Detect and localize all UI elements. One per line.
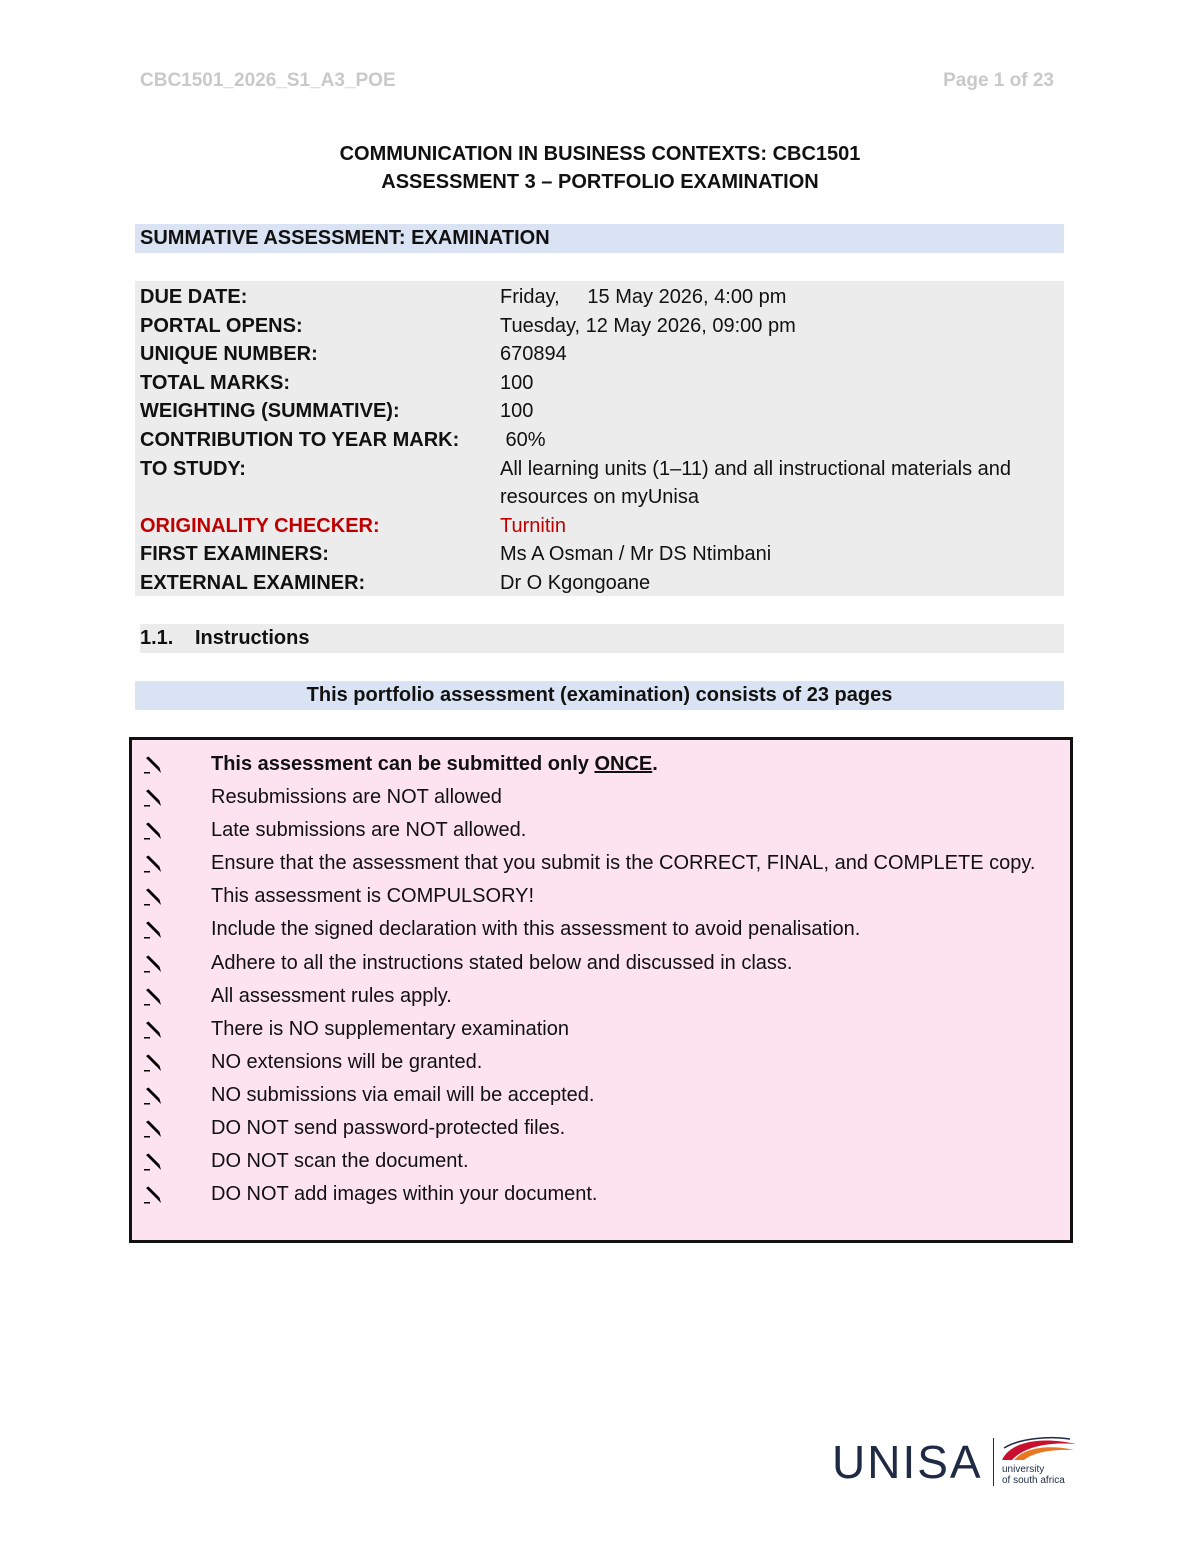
title-line-2: ASSESSMENT 3 – PORTFOLIO EXAMINATION xyxy=(381,171,819,193)
pencil-icon xyxy=(142,1081,211,1111)
detail-row xyxy=(140,569,1054,598)
detail-value: Ms A Osman / Mr DS Ntimbani xyxy=(500,543,772,566)
rule-text: DO NOT add images within your document. xyxy=(211,1183,598,1206)
logo-sub-line-1: university xyxy=(1002,1464,1045,1475)
detail-label: ORIGINALITY CHECKER: xyxy=(140,514,380,537)
assessment-details xyxy=(135,281,1064,596)
detail-value: Friday, 15 May 2026, 4:00 pm xyxy=(500,286,787,308)
rule-text: Include the signed declaration with this assessment to avoid penalisation. xyxy=(211,918,861,941)
detail-label: UNIQUE NUMBER: xyxy=(140,343,318,366)
rule-item xyxy=(142,1015,1050,1045)
rules-box xyxy=(129,737,1073,1243)
header-page-number: Page 1 of 23 xyxy=(943,70,1054,91)
instructions-heading xyxy=(140,624,1064,653)
detail-label: PORTAL OPENS: xyxy=(140,314,303,337)
detail-label: DUE DATE: xyxy=(140,286,248,308)
rule-text: This assessment can be submitted only xyxy=(211,753,595,775)
rule-item xyxy=(142,783,1050,813)
detail-label: CONTRIBUTION TO YEAR MARK: xyxy=(140,428,460,451)
detail-value: Tuesday, 12 May 2026, 09:00 pm xyxy=(500,314,796,337)
rule-item xyxy=(142,816,1050,846)
pencil-icon xyxy=(142,783,211,813)
rule-text: Adhere to all the instructions stated below and discussed in class. xyxy=(211,951,793,974)
rule-text: NO submissions via email will be accepted. xyxy=(211,1083,595,1106)
rule-text: Late submissions are NOT allowed. xyxy=(211,819,527,842)
document-title xyxy=(0,140,1200,196)
rule-item xyxy=(142,882,1050,912)
detail-label: EXTERNAL EXAMINER: xyxy=(140,571,366,594)
rule-text: NO extensions will be granted. xyxy=(211,1050,483,1073)
pencil-icon xyxy=(142,1180,211,1210)
detail-row-originality xyxy=(140,512,1054,541)
logo-flame-icon xyxy=(1000,1436,1078,1462)
rule-item xyxy=(142,915,1050,945)
logo-subtitle xyxy=(1002,1464,1065,1486)
rule-item xyxy=(142,982,1050,1012)
detail-row xyxy=(140,283,1054,312)
rule-text: All assessment rules apply. xyxy=(211,984,452,1007)
pencil-icon xyxy=(142,750,211,780)
rule-text: DO NOT scan the document. xyxy=(211,1150,469,1173)
pencil-icon xyxy=(142,982,211,1012)
detail-row xyxy=(140,369,1054,398)
rule-item xyxy=(142,1180,1050,1210)
pencil-icon xyxy=(142,1015,211,1045)
pencil-icon xyxy=(142,816,211,846)
section-bar-summative: SUMMATIVE ASSESSMENT: EXAMINATION xyxy=(135,224,1064,253)
detail-row xyxy=(140,540,1054,569)
pencil-icon xyxy=(142,1114,211,1144)
rule-item xyxy=(142,1114,1050,1144)
logo-sub-line-2: of south africa xyxy=(1002,1475,1065,1486)
unisa-logo xyxy=(832,1432,1082,1492)
rule-item-once xyxy=(142,750,1050,780)
rule-text: There is NO supplementary examination xyxy=(211,1017,569,1040)
rule-suffix: . xyxy=(652,753,658,775)
detail-row xyxy=(140,455,1054,512)
detail-row xyxy=(140,426,1054,455)
detail-label: FIRST EXAMINERS: xyxy=(140,543,329,566)
detail-row xyxy=(140,340,1054,369)
detail-value: 60% xyxy=(500,428,546,451)
rule-item xyxy=(142,949,1050,979)
rule-text: DO NOT send password-protected files. xyxy=(211,1117,566,1140)
pencil-icon xyxy=(142,882,211,912)
detail-value: Dr O Kgongoane xyxy=(500,571,651,594)
pencil-icon xyxy=(142,1147,211,1177)
rule-emphasis: ONCE xyxy=(594,753,653,775)
detail-label: WEIGHTING (SUMMATIVE): xyxy=(140,400,400,423)
rule-item xyxy=(142,1147,1050,1177)
rule-item xyxy=(142,849,1050,879)
detail-label: TOTAL MARKS: xyxy=(140,371,290,394)
detail-value: All learning units (1–11) and all instructional materials and resources on myUnisa xyxy=(500,457,1012,509)
rule-text: This assessment is COMPULSORY! xyxy=(211,885,535,908)
rule-text: Ensure that the assessment that you submit is the CORRECT, FINAL, and COMPLETE copy. xyxy=(211,852,1036,875)
detail-value: 670894 xyxy=(500,343,567,366)
detail-row xyxy=(140,397,1054,426)
title-line-1: COMMUNICATION IN BUSINESS CONTEXTS: CBC1501 xyxy=(339,143,861,165)
detail-row xyxy=(140,312,1054,341)
detail-value: 100 xyxy=(500,400,534,423)
detail-value: 100 xyxy=(500,371,534,394)
pencil-icon xyxy=(142,949,211,979)
rule-item xyxy=(142,1048,1050,1078)
logo-wordmark: UNISA xyxy=(832,1436,983,1488)
rule-text: Resubmissions are NOT allowed xyxy=(211,786,502,809)
pages-note-bar: This portfolio assessment (examination) consists of 23 pages xyxy=(135,681,1064,710)
header-doc-code: CBC1501_2026_S1_A3_POE xyxy=(140,70,396,91)
section-title: Instructions xyxy=(195,627,310,649)
rule-item xyxy=(142,1081,1050,1111)
detail-value: Turnitin xyxy=(500,514,566,537)
logo-divider xyxy=(993,1438,994,1486)
pencil-icon xyxy=(142,915,211,945)
section-number: 1.1. xyxy=(140,627,174,649)
pencil-icon xyxy=(142,1048,211,1078)
detail-label: TO STUDY: xyxy=(140,457,246,480)
pencil-icon xyxy=(142,849,211,879)
